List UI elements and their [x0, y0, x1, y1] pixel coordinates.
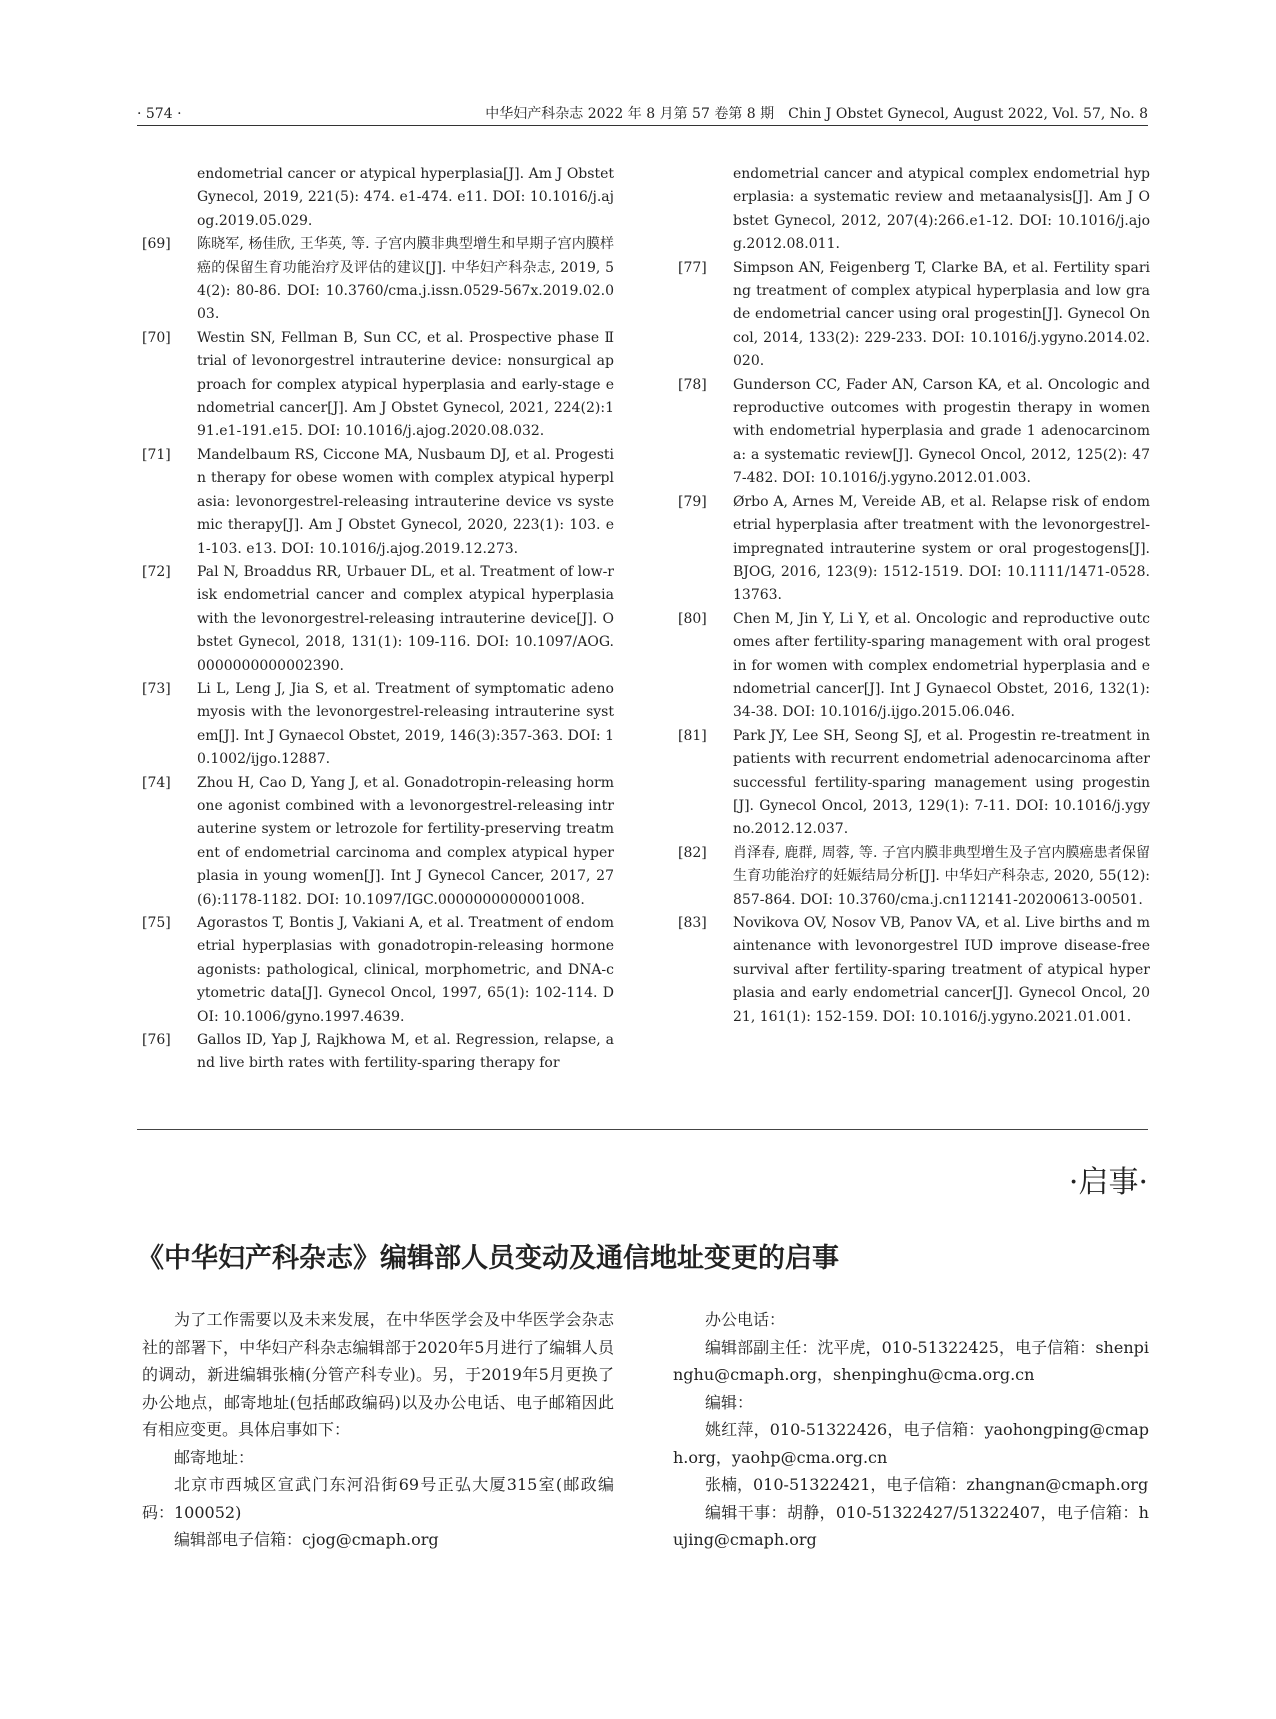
reference-text: Novikova OV, Nosov VB, Panov VA, et al. Live births and maintenance with levonorgestrel IUD improve disease-free survival after fertility-sparing treatment of atypical hyperplasia and early endometrial cancer[J]. Gynecol Oncol, 2021, 161(1): 152-159. DOI: 10.1016/j.ygyno.2021.01.001. [733, 915, 1150, 1025]
section-tag: ·启事· [1068, 1165, 1148, 1200]
reference-item [678, 163, 1150, 257]
reference-item [142, 163, 614, 233]
notice-paragraph: 张楠，010-51322421，电子信箱：zhangnan@cmaph.org [705, 1475, 1149, 1494]
reference-text: endometrial cancer or atypical hyperplasia[J]. Am J Obstet Gynecol, 2019, 221(5): 474. e1-474. e11. DOI: 10.1016/j.ajog.2019.05.029. [197, 166, 614, 229]
reference-item [678, 912, 1150, 1029]
page-number: · 574 · [137, 106, 182, 122]
notice-paragraph: 北京市西城区宣武门东河沿街69号正弘大厦315室(邮政编码：100052) [142, 1475, 614, 1522]
notice-paragraph: 编辑部电子信箱：cjog@cmaph.org [174, 1530, 439, 1549]
reference-number: [79] [678, 493, 707, 510]
reference-text: Westin SN, Fellman B, Sun CC, et al. Prospective phase Ⅱ trial of levonorgestrel intrauterine device: nonsurgical approach for complex atypical hyperplasia and early-stage endometrial cancer[J]. Am J Obstet Gynecol, 2021, 224(2):191.e1-191.e15. DOI: 10.1016/j.ajog.2020.08.032. [197, 329, 614, 440]
notice-paragraph: 邮寄地址： [174, 1447, 255, 1467]
reference-text: Park JY, Lee SH, Seong SJ, et al. Progestin re-treatment in patients with recurrent endometrial adenocarcinoma after successful fertility-sparing management using progestin[J]. Gynecol Oncol, 2013, 129(1): 7-11. DOI: 10.1016/j.ygyno.2012.12.037. [733, 727, 1150, 838]
reference-item [678, 491, 1150, 608]
reference-number: [81] [678, 727, 707, 744]
reference-number: [80] [678, 610, 707, 627]
reference-number: [77] [678, 259, 707, 276]
running-header [137, 103, 1148, 126]
notice-paragraph: 姚红萍，010-51322426，电子信箱：yaohongping@cmaph.org，yaohp@cma.org.cn [673, 1420, 1149, 1467]
journal-citation: 中华妇产科杂志 2022 年 8 月第 57 卷第 8 期 Chin J Obstet Gynecol, August 2022, Vol. 57, No. 8 [485, 106, 1148, 122]
notice-right-column [673, 1306, 1149, 1554]
reference-text: 肖泽春, 鹿群, 周蓉, 等. 子宫内膜非典型增生及子宫内膜癌患者保留生育功能治疗的妊娠结局分析[J]. 中华妇产科杂志, 2020, 55(12): 857-864. DOI: 10.3760/cma.j.cn112141-20200613-00501. [733, 844, 1150, 908]
reference-text: Zhou H, Cao D, Yang J, et al. Gonadotropin-releasing hormone agonist combined with a levonorgestrel-releasing intrauterine system or letrozole for fertility-preserving treatment of endometrial carcinoma and complex atypical hyperplasia in young women[J]. Int J Gynecol Cancer, 2017, 27(6):1178-1182. DOI: 10.1097/IGC.0000000000001008. [197, 774, 614, 908]
reference-text: Simpson AN, Feigenberg T, Clarke BA, et al. Fertility sparing treatment of complex atypical hyperplasia and low grade endometrial cancer using oral progestin[J]. Gynecol Oncol, 2014, 133(2): 229-233. DOI: 10.1016/j.ygyno.2014.02.020. [733, 259, 1150, 370]
reference-item [678, 374, 1150, 491]
reference-text: Ørbo A, Arnes M, Vereide AB, et al. Relapse risk of endometrial hyperplasia after treatment with the levonorgestrel-impregnated intrauterine system or oral progestogens[J]. BJOG, 2016, 123(9): 1512-1519. DOI: 10.1111/1471-0528.13763. [733, 493, 1150, 604]
reference-item [142, 233, 614, 327]
notice-paragraph: 编辑干事：胡静，010-51322427/51322407，电子信箱：hujing@cmaph.org [673, 1502, 1149, 1549]
reference-text: Li L, Leng J, Jia S, et al. Treatment of symptomatic adenomyosis with the levonorgestrel-releasing intrauterine system[J]. Int J Gynaecol Obstet, 2019, 146(3):357-363. DOI: 10.1002/ijgo.12887. [197, 680, 614, 768]
reference-item [678, 608, 1150, 725]
reference-text: endometrial cancer and atypical complex endometrial hyperplasia: a systematic review and metaanalysis[J]. Am J Obstet Gynecol, 2012, 207(4):266.e1-12. DOI: 10.1016/j.ajog.2012.08.011. [733, 166, 1150, 253]
reference-text: Gunderson CC, Fader AN, Carson KA, et al. Oncologic and reproductive outcomes with progestin therapy in women with endometrial hyperplasia and grade 1 adenocarcinoma: a systematic review[J]. Gynecol Oncol, 2012, 125(2): 477-482. DOI: 10.1016/j.ygyno.2012.01.003. [733, 376, 1150, 487]
reference-item [142, 327, 614, 444]
references-left-column [142, 163, 614, 1076]
reference-number: [76] [142, 1032, 171, 1049]
reference-item [678, 725, 1150, 842]
reference-item [142, 444, 614, 561]
reference-number: [69] [142, 236, 171, 253]
reference-number: [82] [678, 844, 707, 861]
reference-text: Mandelbaum RS, Ciccone MA, Nusbaum DJ, et al. Progestin therapy for obese women with complex atypical hyperplasia: levonorgestrel-releasing intrauterine device vs systemic therapy[J]. Am J Obstet Gynecol, 2020, 223(1): 103. e1-103. e13. DOI: 10.1016/j.ajog.2019.12.273. [197, 446, 614, 557]
reference-item [678, 257, 1150, 374]
reference-number: [72] [142, 563, 171, 580]
reference-number: [71] [142, 446, 171, 463]
reference-number: [74] [142, 774, 171, 791]
reference-text: Gallos ID, Yap J, Rajkhowa M, et al. Regression, relapse, and live birth rates with fertility-sparing therapy for [197, 1032, 614, 1072]
notice-paragraph: 为了工作需要以及未来发展，在中华医学会及中华医学会杂志社的部署下，中华妇产科杂志编辑部于2020年5月进行了编辑人员的调动，新进编辑张楠(分管产科专业)。另，于2019年5月更换了办公地点，邮寄地址(包括邮政编码)以及办公电话、电子邮箱因此有相应变更。具体启事如下： [142, 1310, 614, 1439]
reference-number: [75] [142, 915, 171, 931]
reference-item [678, 842, 1150, 912]
references-right-column [678, 163, 1150, 1029]
reference-number: [83] [678, 915, 707, 931]
reference-number: [70] [142, 329, 171, 346]
reference-item [142, 561, 614, 678]
notice-title: 《中华妇产科杂志》编辑部人员变动及通信地址变更的启事 [137, 1243, 839, 1274]
notice-paragraph: 办公电话： [705, 1310, 786, 1329]
reference-item [142, 772, 614, 912]
reference-text: Chen M, Jin Y, Li Y, et al. Oncologic and reproductive outcomes after fertility-sparing management with oral progestin for women with complex endometrial hyperplasia and endometrial cancer[J]. Int J Gynaecol Obstet, 2016, 132(1): 34-38. DOI: 10.1016/j.ijgo.2015.06.046. [733, 610, 1150, 721]
section-divider [137, 1129, 1148, 1130]
reference-item [142, 1029, 614, 1076]
reference-text: Agorastos T, Bontis J, Vakiani A, et al. Treatment of endometrial hyperplasias with gonadotropin-releasing hormone agonists: pathological, clinical, morphometric, and DNA-cytometric data[J]. Gynecol Oncol, 1997, 65(1): 102-114. DOI: 10.1006/gyno.1997.4639. [197, 915, 614, 1025]
reference-number: [78] [678, 376, 707, 393]
reference-number: [73] [142, 680, 171, 697]
reference-text: Pal N, Broaddus RR, Urbauer DL, et al. Treatment of low-risk endometrial cancer and complex atypical hyperplasia with the levonorgestrel-releasing intrauterine device[J]. Obstet Gynecol, 2018, 131(1): 109-116. DOI: 10.1097/AOG.0000000000002390. [197, 563, 614, 674]
notice-left-column [142, 1306, 614, 1554]
reference-text: 陈晓军, 杨佳欣, 王华英, 等. 子宫内膜非典型增生和早期子宫内膜样癌的保留生育功能治疗及评估的建议[J]. 中华妇产科杂志, 2019, 54(2): 80-86. DOI: 10.3760/cma.j.issn.0529-567x.2019.02.003. [197, 236, 614, 323]
notice-paragraph: 编辑： [705, 1392, 754, 1412]
reference-item [142, 678, 614, 772]
reference-item [142, 912, 614, 1029]
notice-paragraph: 编辑部副主任：沈平虎，010-51322425，电子信箱：shenpinghu@cmaph.org，shenpinghu@cma.org.cn [673, 1337, 1149, 1384]
